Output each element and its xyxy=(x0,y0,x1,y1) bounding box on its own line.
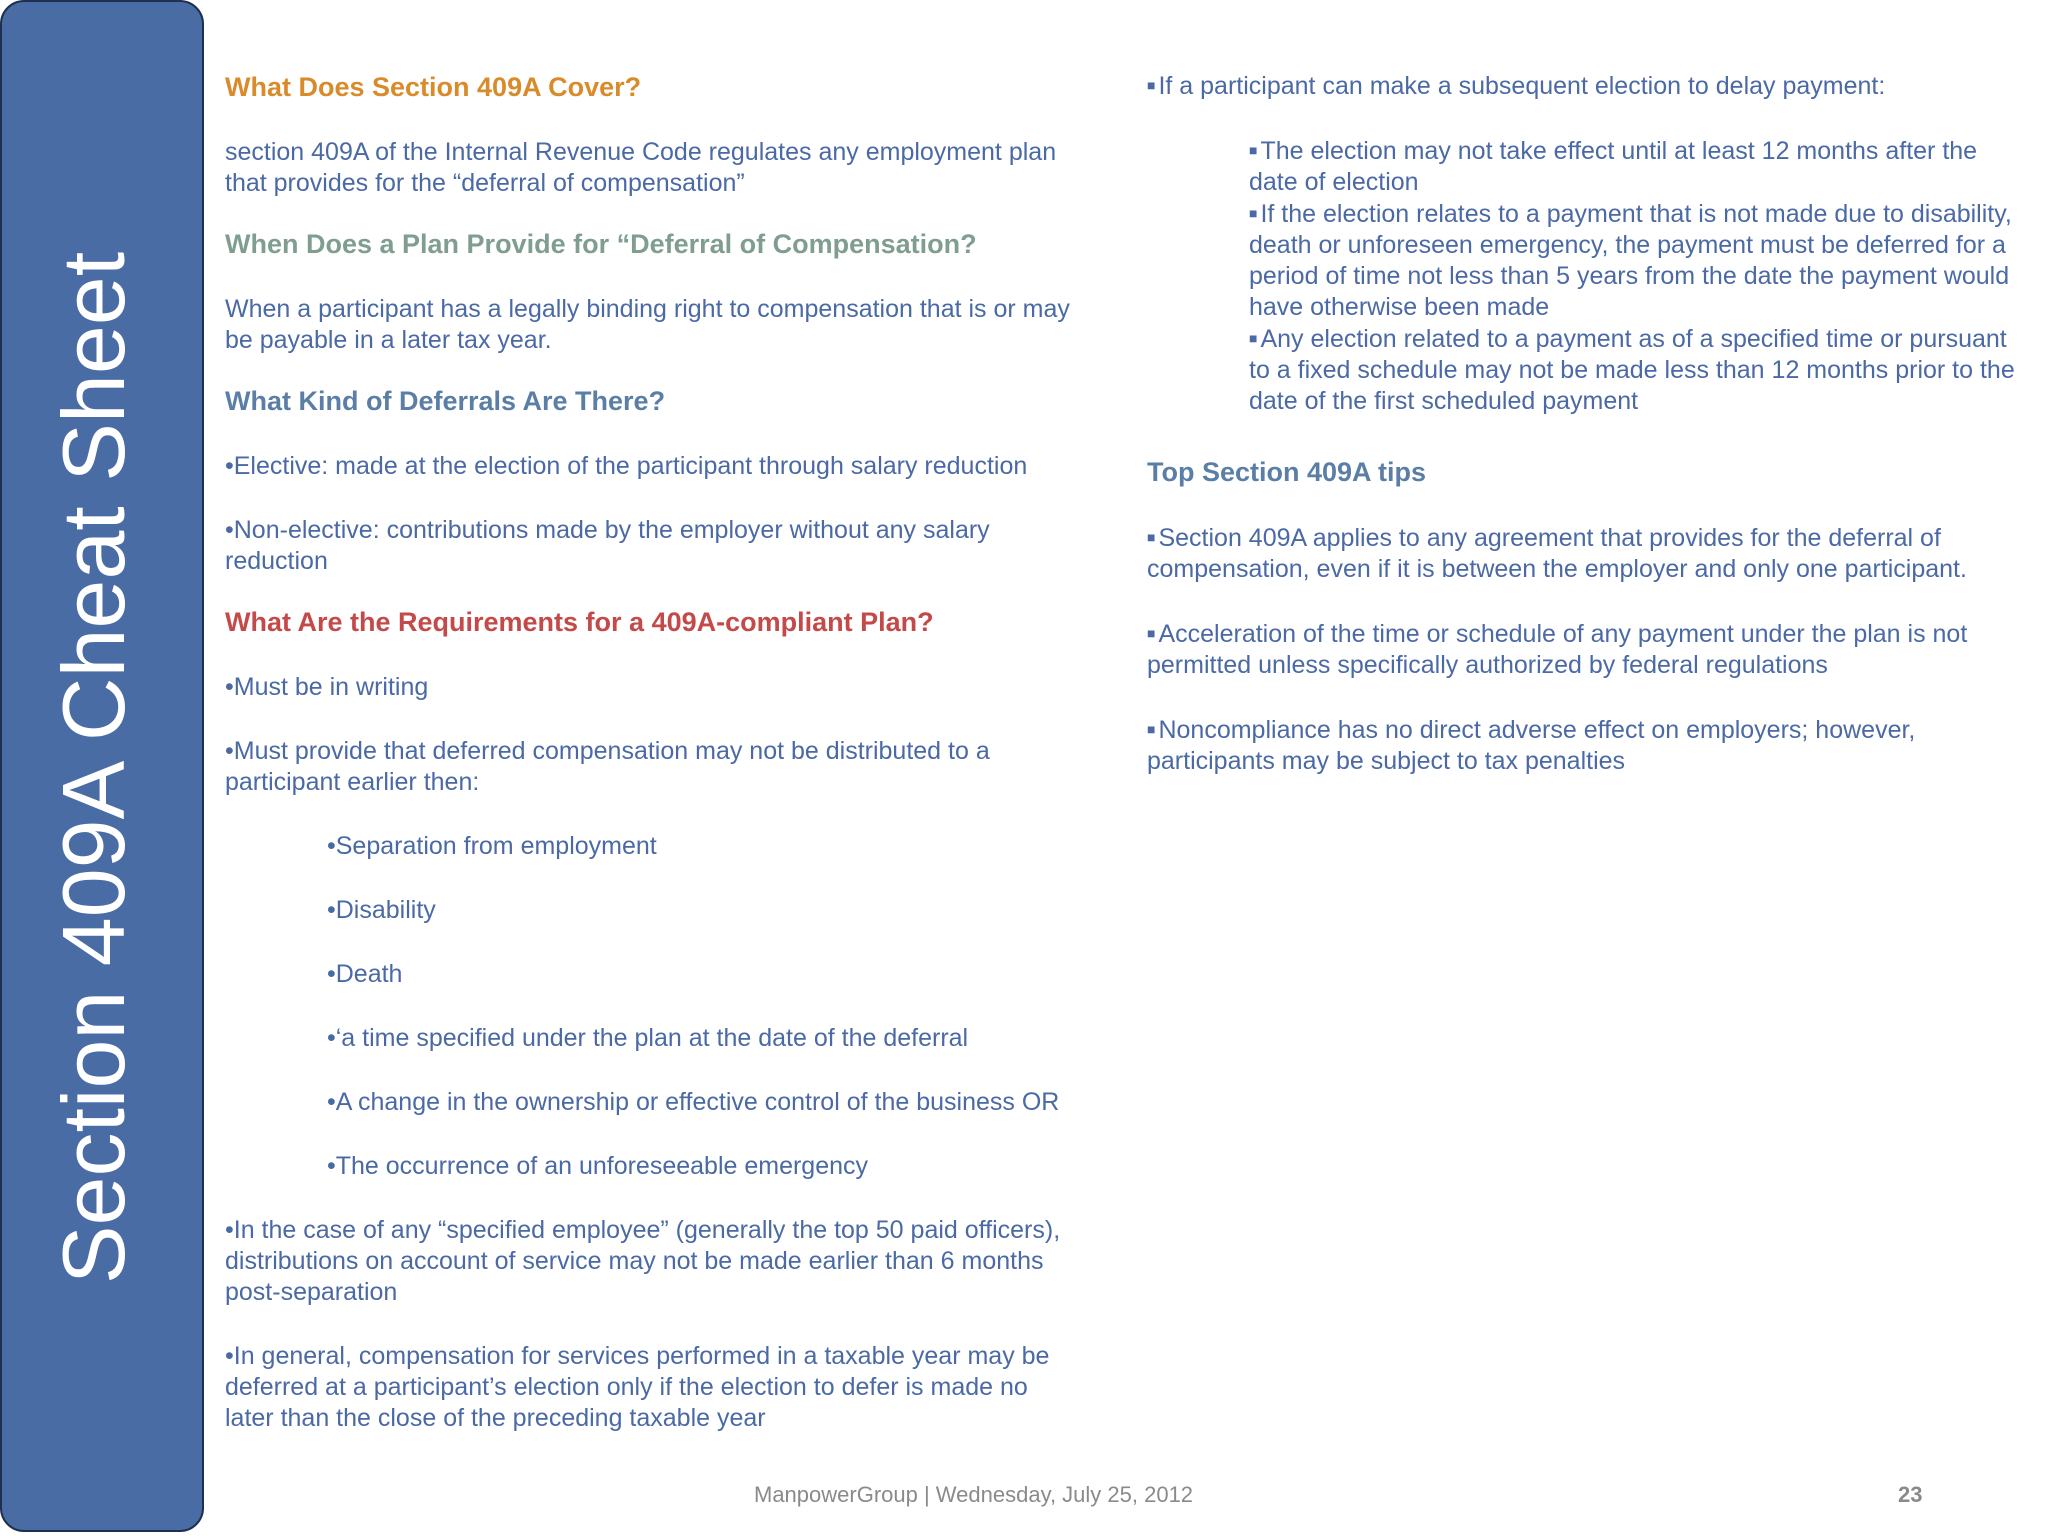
right-sub-item xyxy=(1249,135,2027,198)
heading-when-deferral: When Does a Plan Provide for “Deferral of Compensation? xyxy=(225,229,977,259)
heading-what-does-cover: What Does Section 409A Cover? xyxy=(225,72,642,102)
bullet-must-provide: •Must provide that deferred compensation may not be distributed to a participant earlier then: xyxy=(225,737,990,796)
footer-text: ManpowerGroup | Wednesday, July 25, 2012 xyxy=(754,1482,1194,1507)
right-sub-item xyxy=(1249,198,2027,323)
bullet-elective: •Elective: made at the election of the participant through salary reduction xyxy=(225,452,1028,480)
paragraph-when: When a participant has a legally binding right to compensation that is or may be payable in a later tax year. xyxy=(225,295,1070,354)
right-sub-item-text: Any election related to a payment as of a specified time or pursuant to a fixed schedule may not be made less than 12 months prior to the date of the first scheduled payment xyxy=(1249,325,2015,415)
square-bullet-icon: ■ xyxy=(1147,625,1156,641)
right-intro-text: If a participant can make a subsequent election to delay payment: xyxy=(1158,72,1886,100)
sub-bullet-emergency: •The occurrence of an unforeseeable emergency xyxy=(327,1152,869,1180)
heading-requirements: What Are the Requirements for a 409A-compliant Plan? xyxy=(225,607,934,637)
bullet-nonelective: •Non-elective: contributions made by the employer without any salary reduction xyxy=(225,516,990,575)
tip-item xyxy=(1147,618,2027,681)
tip-item-text: Acceleration of the time or schedule of any payment under the plan is not permitted unless specifically authorized by federal regulations xyxy=(1147,620,1968,679)
square-bullet-icon: ■ xyxy=(1249,330,1258,346)
bullet-writing: •Must be in writing xyxy=(225,673,429,701)
bullet-specified-employee: •In the case of any “specified employee” (generally the top 50 paid officers), distributions on account of service may not be made earlier than 6 months post-separation xyxy=(225,1216,1061,1306)
right-sub-item-text: The election may not take effect until at least 12 months after the date of election xyxy=(1249,137,1978,196)
right-intro xyxy=(1147,70,2027,102)
right-sub-item-text: If the election relates to a payment that is not made due to disability, death or unforeseen emergency, the payment must be deferred for a period of time not less than 5 years from the date the payment would have otherwise been made xyxy=(1249,200,2012,321)
square-bullet-icon: ■ xyxy=(1147,77,1156,93)
bullet-in-general: •In general, compensation for services performed in a taxable year may be deferred at a participant’s election only if the election to defer is made no later than the close of the preceding taxable year xyxy=(225,1342,1050,1432)
side-title: Section 409A Cheat Sheet xyxy=(44,251,143,1285)
tip-item xyxy=(1147,522,2027,585)
left-column xyxy=(225,70,1075,1434)
tip-item-text: Section 409A applies to any agreement that provides for the deferral of compensation, even if it is between the employer and only one participant. xyxy=(1147,524,1967,583)
right-sub-item xyxy=(1249,323,2027,417)
sub-bullet-death: •Death xyxy=(327,960,403,988)
right-column xyxy=(1147,70,2027,777)
square-bullet-icon: ■ xyxy=(1249,142,1258,158)
square-bullet-icon: ■ xyxy=(1147,529,1156,545)
heading-top-tips: Top Section 409A tips xyxy=(1147,457,1427,487)
heading-kinds-deferrals: What Kind of Deferrals Are There? xyxy=(225,386,666,416)
sub-bullet-change-ownership: •A change in the ownership or effective control of the business OR xyxy=(327,1088,1060,1116)
square-bullet-icon: ■ xyxy=(1249,205,1258,221)
square-bullet-icon: ■ xyxy=(1147,721,1156,737)
sub-bullet-time-specified: •‘a time specified under the plan at the date of the deferral xyxy=(327,1024,969,1052)
paragraph-cover: section 409A of the Internal Revenue Code regulates any employment plan that provides for the “deferral of compensation” xyxy=(225,138,1057,197)
tip-item xyxy=(1147,714,2027,777)
sub-bullet-disability: •Disability xyxy=(327,896,436,924)
side-tab xyxy=(0,0,204,1532)
tip-item-text: Noncompliance has no direct adverse effect on employers; however, participants may be subject to tax penalties xyxy=(1147,716,1916,775)
sub-bullet-separation: •Separation from employment xyxy=(327,832,657,860)
page-number: 23 xyxy=(1898,1482,1923,1507)
